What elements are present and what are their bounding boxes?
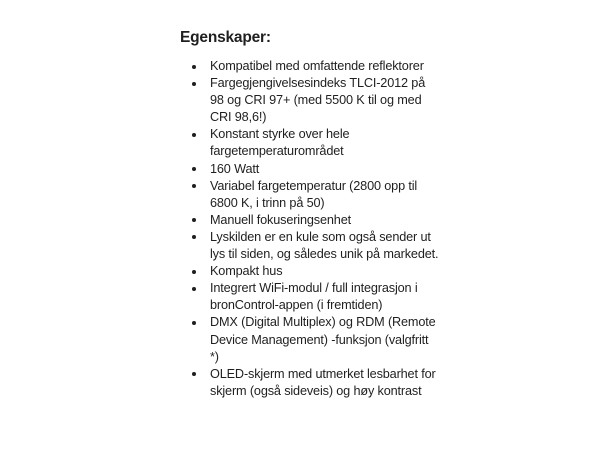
list-item-text: Kompatibel med omfattende reflektorer — [210, 59, 424, 73]
list-item-text: 160 Watt — [210, 161, 260, 176]
list-item — [180, 212, 440, 229]
list-item-text: Manuell fokuseringsenhet — [210, 212, 351, 227]
list-item — [180, 263, 440, 280]
list-item — [180, 280, 440, 314]
list-item — [180, 314, 440, 365]
list-item — [180, 126, 440, 160]
section-heading: Egenskaper: — [180, 29, 271, 46]
list-item-text: Konstant styrke over hele fargetemperaturområdet — [210, 127, 350, 159]
list-item — [180, 366, 440, 400]
list-item — [180, 161, 440, 178]
list-item — [180, 75, 440, 126]
list-item-text: OLED-skjerm med utmerket lesbarhet for skjerm (også sideveis) og høy kontrast — [210, 366, 436, 398]
list-item — [180, 229, 440, 263]
list-item-text: DMX (Digital Multiplex) og RDM (Remote Device Management) -funksjon (valgfritt *) — [210, 315, 436, 364]
list-item-text: Variabel fargetemperatur (2800 opp til 6800 K, i trinn på 50) — [210, 178, 418, 210]
list-item — [180, 178, 440, 212]
list-item-text: Kompakt hus — [210, 264, 283, 279]
list-item-text: Integrert WiFi-modul / full integrasjon i bronControl-appen (i fremtiden) — [210, 281, 418, 313]
feature-list — [180, 58, 440, 400]
list-item-text: Fargegjengivelsesindeks TLCI-2012 på 98 og CRI 97+ (med 5500 K til og med CRI 98,6!) — [210, 76, 426, 125]
list-item-text: Lyskilden er en kule som også sender ut lys til siden, og således unik på markedet. — [210, 229, 439, 262]
features-section — [180, 28, 440, 400]
list-item — [180, 58, 440, 75]
